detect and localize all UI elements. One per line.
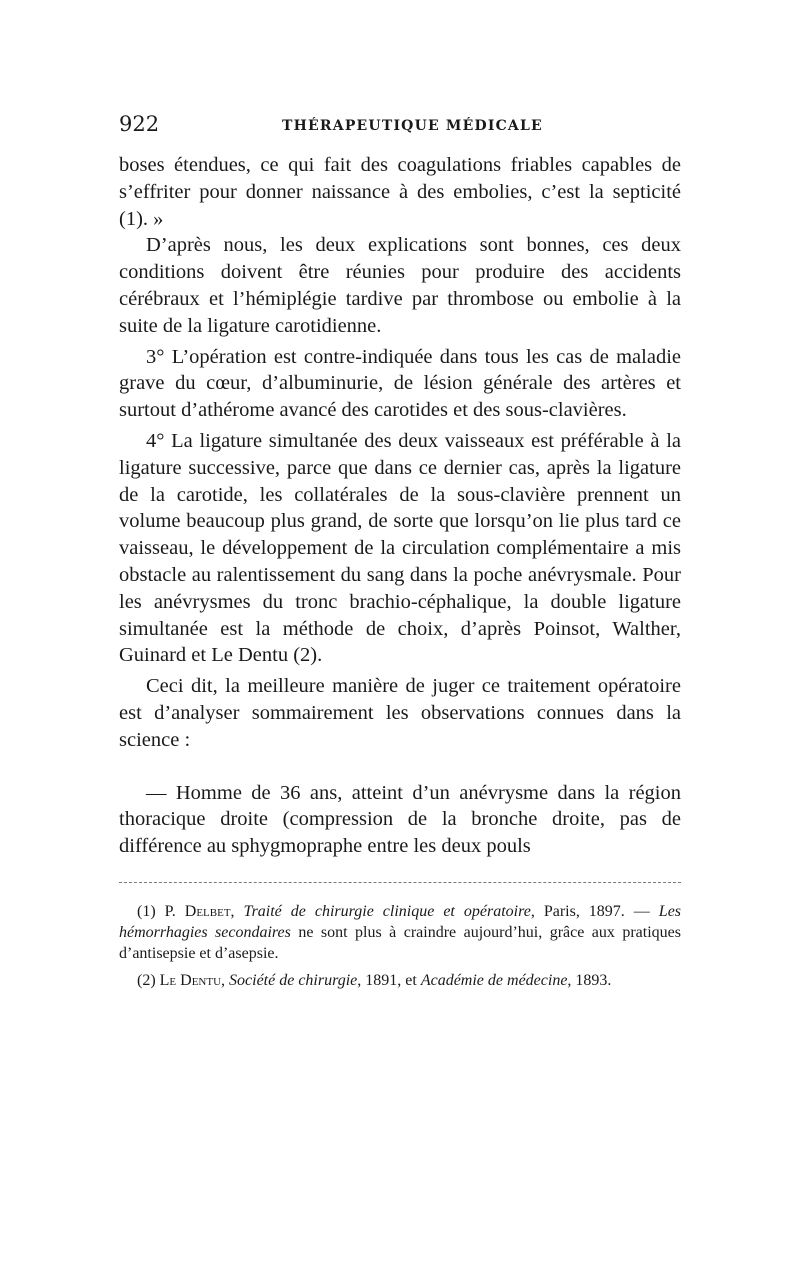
- footnote-title: Académie de médecine: [420, 971, 568, 989]
- running-title: THÉRAPEUTIQUE MÉDICALE: [282, 118, 543, 134]
- paragraph-point-4: 4° La ligature simultanée des deux vaisseaux est préférable à la ligature successive, parce que dans ce dernier cas, après la ligature de la carotide, les collatérales de la sous-clavière prennent un volume beaucoup plus grand, de sorte que lorsqu’on lie plus tard ce vaisseau, le développement de la circulation complémentaire a mis obstacle au ralentissement du sang dans la poche anévrysmale. Pour les anévrysmes du tronc brachio-céphalique, la double ligature simultanée est la méthode de choix, d’après Poinsot, Walther, Guinard et Le Dentu (2).: [119, 429, 681, 667]
- paragraph: D’après nous, les deux explications sont bonnes, ces deux conditions doivent être réunies pour produire des accidents cérébraux et l’hémiplégie tardive par thrombose ou embolie à la suite de la ligature carotidienne.: [119, 234, 681, 337]
- running-head: [119, 112, 681, 142]
- footnote-divider: [119, 882, 681, 883]
- book-page: [119, 112, 681, 991]
- paragraph: Ceci dit, la meilleure manière de juger ce traitement opératoire est d’analyser sommairement les observations connues dans la science :: [119, 675, 681, 751]
- footnote-title: Société de chirurgie: [229, 971, 358, 989]
- page-number: 922: [119, 112, 160, 136]
- footnotes: [119, 901, 681, 991]
- observation-paragraph: — Homme de 36 ans, atteint d’un anévrysme dans la région thoracique droite (compression de la bronche droite, pas de différence au sphygmopraphe entre les deux pouls: [119, 781, 681, 858]
- paragraph-continuation: boses étendues, ce qui fait des coagulations friables capables de s’effriter pour donner naissance à des embolies, c’est la septicité (1). »: [119, 154, 681, 230]
- paragraph-point-3: 3° L’opération est contre-indiquée dans tous les cas de maladie grave du cœur, d’albuminurie, de lésion générale des artères et surtout d’athérome avancé des carotides et des sous-clavières.: [119, 345, 681, 422]
- footnote-title: Les hémorrhagies secondaires: [119, 902, 682, 941]
- main-text: [119, 152, 681, 860]
- footnote-1: (1) P. Delbet, Traité de chirurgie clinique et opératoire, Paris, 1897. — Les hémorrhagies secondaires ne sont plus à craindre aujourd’hui, grâce aux pratiques d’antisepsie et d’asepsie.: [119, 902, 682, 962]
- footnote-2: (2) Le Dentu, Société de chirurgie, 1891, et Académie de médecine, 1893.: [137, 971, 612, 989]
- footnote-author: Le Dentu: [159, 971, 222, 989]
- footnote-title: Traité de chirurgie clinique et opératoire: [243, 902, 531, 920]
- footnote-author: Delbet: [184, 902, 231, 920]
